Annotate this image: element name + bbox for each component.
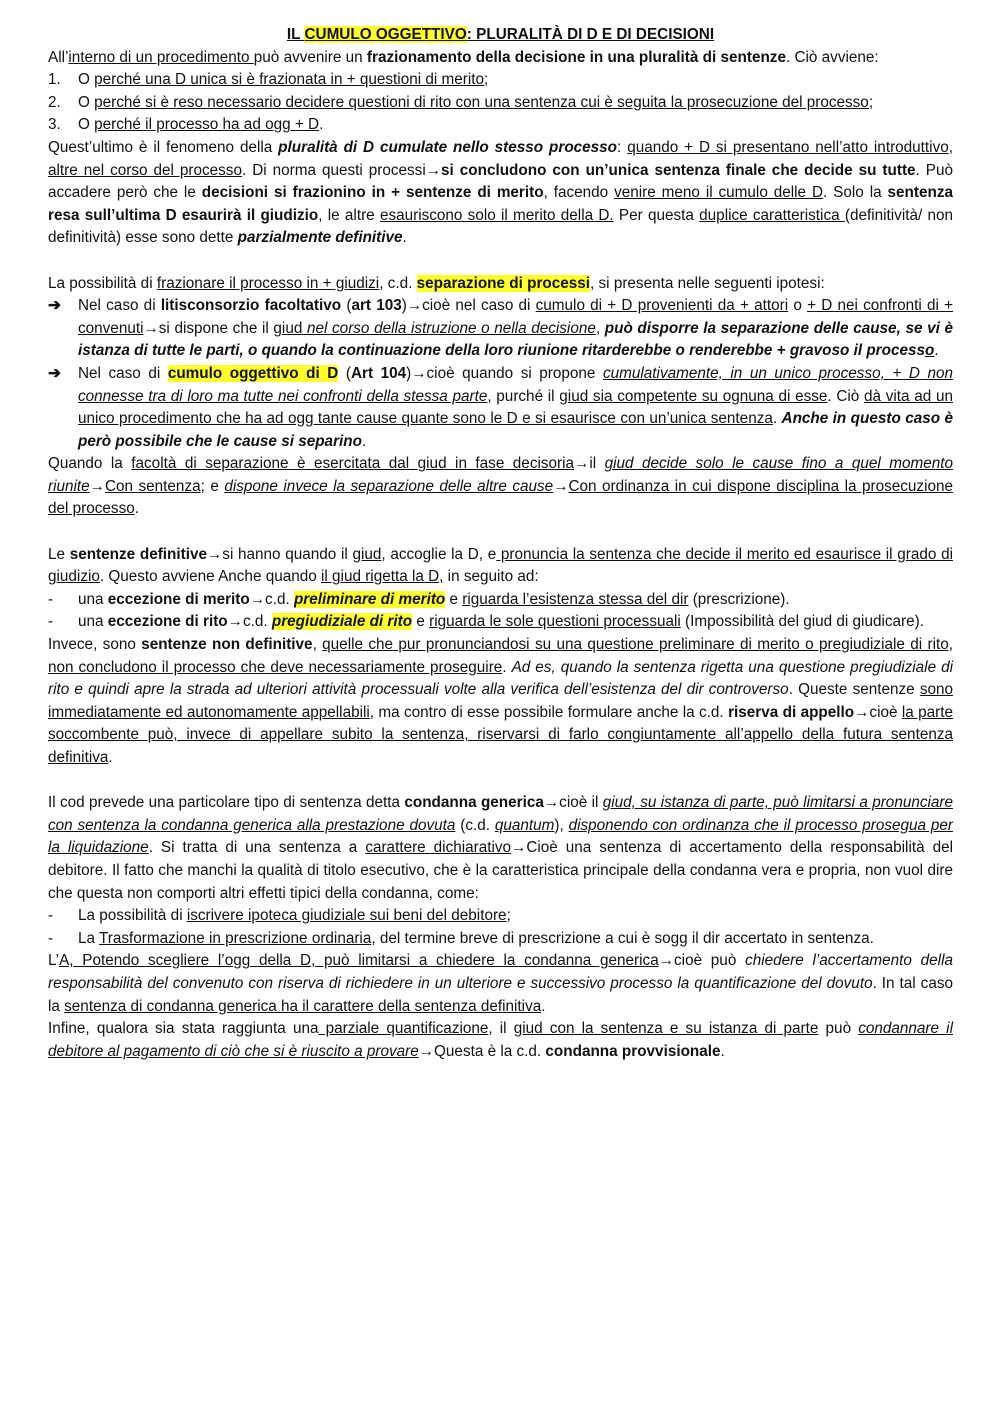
text: O bbox=[78, 71, 95, 89]
text: condanna generica bbox=[404, 794, 544, 812]
text: Nel caso di bbox=[78, 297, 161, 315]
text: . bbox=[319, 116, 324, 134]
paragraph-intro bbox=[48, 47, 953, 70]
text: la parte soccombente può, invece di appellare subito la sentenza, riservarsi di farlo congiuntamente all’appello della futura sentenza definitiva bbox=[48, 703, 953, 766]
text: si concludono con un’unica sentenza finale che decide su tutte bbox=[441, 161, 916, 179]
page-title bbox=[48, 24, 953, 47]
text: pronuncia la sentenza che decide il merito ed esaurisce il grado di giudizio bbox=[48, 545, 953, 586]
text: ; bbox=[484, 71, 489, 89]
text: →cioè può bbox=[658, 952, 746, 970]
text: →Cioè una sentenza di accertamento della responsabilità del debitore. Il fatto che manchi la qualità di titolo esecutivo, che è la caratteristica principale della condanna vera e propria, non vuol dire che questa non comporti altri effetti tipici della condanna, come: bbox=[48, 839, 953, 902]
text: . bbox=[361, 432, 367, 450]
text: e bbox=[445, 590, 463, 608]
dash-item-prescrizione bbox=[48, 928, 953, 951]
text: parziale quantificazione bbox=[318, 1020, 489, 1038]
text: . Si tratta di una sentenza a bbox=[148, 839, 366, 857]
text: All’ bbox=[48, 48, 69, 66]
text: sono immediatamente ed autonomamente appellabili bbox=[48, 681, 953, 721]
text: il giud rigetta la D, bbox=[321, 568, 444, 586]
text: , ma contro di esse possibile formulare anche la c.d. bbox=[369, 703, 729, 721]
text: disponendo con ordinanza che il processo prosegua per la liquidazione bbox=[48, 816, 953, 857]
dash-item-rito bbox=[48, 611, 953, 634]
text: o bbox=[925, 342, 935, 360]
text: Quando la bbox=[48, 455, 132, 473]
text: →si hanno quando il bbox=[207, 545, 353, 563]
text: esauriscono solo il merito della D. bbox=[379, 206, 614, 224]
text: . bbox=[541, 997, 546, 1015]
text: perché una D unica si è frazionata in + questioni di merito bbox=[94, 71, 485, 89]
text: una bbox=[78, 613, 108, 631]
text: Invece, sono bbox=[48, 636, 142, 654]
text: duplice caratteristica bbox=[699, 206, 845, 224]
text: iscrivere ipoteca giudiziale sui beni del debitore bbox=[186, 907, 507, 925]
text: )→cioè quando si propone bbox=[406, 364, 603, 382]
dash-item-ipoteca bbox=[48, 905, 953, 928]
text: →cioè il bbox=[543, 794, 603, 812]
list-number: 3. bbox=[48, 116, 61, 134]
text: . Ciò avviene: bbox=[785, 48, 879, 66]
text: dispone invece la separazione delle altre cause bbox=[224, 477, 554, 495]
text: Nel caso di bbox=[78, 364, 168, 382]
text: Anche in questo caso è però possibile che le cause si separino bbox=[78, 410, 953, 450]
text: sentenze non definitive bbox=[141, 636, 313, 654]
text: . Questo avviene Anche quando bbox=[99, 568, 321, 586]
text: può disporre la separazione delle cause, se vi è istanza di tutte le parti, o quando la continuazione della loro riunione ritarderebbe o renderebbe + gravoso il process bbox=[78, 319, 953, 360]
text: quantum bbox=[494, 816, 555, 834]
paragraph-attore bbox=[48, 950, 953, 1018]
text: . bbox=[402, 229, 407, 247]
text: (definitività/ non definitività) esse sono dette bbox=[48, 206, 954, 247]
text: riserva di appello bbox=[728, 703, 855, 721]
text: Ad es, quando la sentenza rigetta una questione pregiudiziale di rito e quindi apre la strada ad ulteriori attività processuali volte alla verifica dell’esistenza del dir controverso bbox=[48, 658, 953, 699]
text: (prescrizione). bbox=[688, 590, 790, 608]
text: interno di un procedimento bbox=[68, 48, 254, 66]
text: . bbox=[502, 658, 512, 676]
text: chiedere l’accertamento della responsabilità del convenuto con riserva di richiedere in un ulteriore e successivo processo la quantificazione del dovuto bbox=[48, 952, 953, 992]
text: →c.d. bbox=[249, 590, 294, 608]
text: parzialmente definitive bbox=[237, 229, 403, 247]
text: ; e bbox=[200, 477, 225, 495]
paragraph-non-definitive bbox=[48, 634, 953, 770]
text: O bbox=[78, 116, 95, 134]
text: L’ bbox=[48, 952, 60, 970]
text: condannare il debitore al pagamento di ciò che si è riuscito a provare bbox=[48, 1020, 953, 1060]
text: →il bbox=[574, 455, 605, 473]
arrow-bullet-icon: ➔ bbox=[48, 364, 61, 382]
text: o bbox=[788, 297, 808, 315]
text: art 103 bbox=[351, 297, 402, 315]
text: . Solo la bbox=[823, 184, 888, 202]
paragraph-spacer bbox=[48, 521, 953, 544]
text: →Questa è la c.d. bbox=[418, 1042, 546, 1060]
paragraph-facolta bbox=[48, 453, 953, 521]
text: → bbox=[89, 477, 105, 495]
text: giud bbox=[273, 319, 307, 337]
text: . Ciò bbox=[827, 387, 865, 405]
text: . bbox=[108, 749, 113, 766]
text: , il bbox=[488, 1020, 514, 1038]
text: riguarda le sole questioni processuali bbox=[429, 613, 681, 631]
text: può avvenire un bbox=[253, 48, 367, 66]
text: →si dispone che il bbox=[143, 319, 274, 337]
text: ), bbox=[554, 816, 569, 834]
text: venire meno il cumulo delle D bbox=[614, 184, 824, 202]
highlight-text: pregiudiziale di rito bbox=[271, 613, 413, 631]
text: una bbox=[78, 590, 108, 608]
text: , bbox=[312, 636, 323, 654]
text: Trasformazione in prescrizione ordinaria bbox=[99, 929, 372, 947]
text: + D nei confronti di + convenuti bbox=[78, 297, 954, 337]
text: perché il processo ha ad ogg + D bbox=[94, 116, 320, 134]
text: → bbox=[553, 477, 569, 495]
title-suffix: : PLURALITÀ DI D E DI DECISIONI bbox=[466, 26, 715, 43]
list-number: 1. bbox=[48, 71, 61, 89]
highlight-text: preliminare di merito bbox=[293, 590, 446, 608]
text: ; bbox=[868, 93, 874, 111]
text: )→cioè nel caso di bbox=[401, 297, 536, 315]
text: e bbox=[412, 613, 430, 631]
text: (c.d. bbox=[455, 816, 495, 834]
text: →c.d. bbox=[227, 613, 272, 631]
arrow-bullet-icon: ➔ bbox=[48, 297, 61, 315]
text: La bbox=[78, 929, 99, 947]
text: eccezione di merito bbox=[107, 590, 250, 608]
text: . bbox=[134, 500, 139, 518]
text: riguarda l’esistenza stessa del dir bbox=[462, 590, 689, 608]
text: Le bbox=[48, 545, 70, 563]
text: Infine, qualora sia stata raggiunta una bbox=[48, 1020, 319, 1038]
text: giud, su istanza di parte, può limitarsi a pronunciare con sentenza la condanna generica alla prestazione dovuta bbox=[48, 794, 953, 834]
text: cumulativamente, in un unico processo, + D non connesse tra di loro ma tutte nei confronti della stessa parte bbox=[78, 364, 953, 405]
text: Il cod prevede una particolare tipo di sentenza detta bbox=[48, 794, 405, 812]
list-item bbox=[48, 69, 953, 92]
text: . Può accadere però che le bbox=[48, 161, 953, 202]
text: frazionare il processo in + giudizi bbox=[156, 274, 380, 292]
text: , si presenta nelle seguenti ipotesi: bbox=[590, 274, 825, 292]
text: Con sentenza bbox=[104, 477, 201, 495]
text: →cioè bbox=[854, 703, 902, 721]
text: , c.d. bbox=[379, 274, 417, 292]
paragraph-pluralita bbox=[48, 137, 953, 250]
text: . bbox=[720, 1042, 725, 1060]
text: Quest’ultimo è il fenomeno della bbox=[48, 138, 279, 156]
text: La possibilità di bbox=[78, 907, 187, 925]
text: quelle che pur pronunciandosi su una questione preliminare di merito o pregiudiziale di rito, non concludono il processo che deve necessariamente proseguire bbox=[48, 636, 954, 676]
text: pluralità di D cumulate nello stesso processo bbox=[278, 138, 618, 156]
text: può bbox=[818, 1020, 859, 1038]
dash-bullet: - bbox=[48, 929, 54, 947]
text: . Di norma questi processi→ bbox=[241, 161, 442, 179]
text: cumulo di + D provenienti da + attori bbox=[535, 297, 789, 315]
arrow-item-litisconsorzio bbox=[48, 295, 953, 363]
text: condanna provvisionale bbox=[545, 1042, 721, 1060]
text: La possibilità di bbox=[48, 274, 157, 292]
text: . Queste sentenze bbox=[788, 681, 920, 699]
text: decisioni si frazionino in + sentenze di merito bbox=[201, 184, 544, 202]
text: facoltà di separazione è esercitata dal giud in fase decisoria bbox=[131, 455, 575, 473]
title-highlight: CUMULO OGGETTIVO bbox=[304, 26, 467, 43]
text: perché si è reso necessario decidere questioni di rito con una sentenza cui è seguita la prosecuzione del processo bbox=[94, 93, 869, 111]
text: sentenza di condanna generica ha il carattere della sentenza definitiva bbox=[64, 997, 542, 1015]
document-page bbox=[48, 24, 953, 1063]
text: in seguito ad: bbox=[443, 568, 539, 586]
text: quando + D si presentano nell’atto introduttivo, altre nel corso del processo bbox=[48, 138, 953, 179]
text: . bbox=[934, 342, 939, 360]
text: eccezione di rito bbox=[107, 613, 228, 631]
text: sentenze definitive bbox=[69, 545, 207, 563]
dash-bullet: - bbox=[48, 590, 54, 608]
text: , del termine breve di prescrizione a cui è sogg il dir accertato in sentenza. bbox=[371, 929, 874, 947]
paragraph-provvisionale bbox=[48, 1018, 953, 1063]
text: giud bbox=[352, 545, 382, 563]
highlight-text: separazione di processi bbox=[416, 274, 591, 292]
text: giud con la sentenza e su istanza di parte bbox=[513, 1020, 819, 1038]
text: sentenza resa sull’ultima D esaurirà il giudizio bbox=[48, 184, 953, 224]
text: : bbox=[617, 138, 628, 156]
paragraph-condanna-generica bbox=[48, 792, 953, 905]
text: carattere dichiarativo bbox=[365, 839, 512, 857]
text: Art 104 bbox=[350, 364, 407, 382]
title-prefix: IL bbox=[286, 26, 305, 43]
text: . In tal caso la bbox=[48, 974, 953, 1015]
text: Per questa bbox=[613, 206, 700, 224]
list-number: 2. bbox=[48, 93, 61, 111]
text: Con ordinanza in cui dispone disciplina la prosecuzione del processo bbox=[48, 477, 953, 518]
text: A, Potendo scegliere l’ogg della D, può limitarsi a chiedere la condanna generica bbox=[59, 952, 659, 970]
text: ( bbox=[338, 364, 351, 382]
dash-bullet: - bbox=[48, 613, 54, 631]
dash-bullet: - bbox=[48, 907, 54, 925]
paragraph-spacer bbox=[48, 250, 953, 273]
text: giud sia competente su ognuna di esse bbox=[559, 387, 828, 405]
text: frazionamento della decisione in una pluralità di sentenze bbox=[366, 48, 786, 66]
paragraph-sentenze-definitive bbox=[48, 544, 953, 589]
paragraph-separazione bbox=[48, 273, 953, 296]
dash-item-merito bbox=[48, 589, 953, 612]
text: , facendo bbox=[543, 184, 615, 202]
text: ( bbox=[341, 297, 352, 315]
text: O bbox=[78, 93, 95, 111]
arrow-item-cumulo bbox=[48, 363, 953, 453]
paragraph-spacer bbox=[48, 770, 953, 793]
text: , purché il bbox=[487, 387, 560, 405]
text: , le altre bbox=[318, 206, 380, 224]
text: giud decide solo le cause fino a quel momento riunite bbox=[48, 455, 954, 495]
text: (Impossibilità del giud di giudicare). bbox=[680, 613, 924, 631]
text: ; bbox=[506, 907, 511, 925]
list-item bbox=[48, 92, 953, 115]
highlight-text: cumulo oggettivo di D bbox=[167, 364, 339, 382]
text: , accoglie la D, e bbox=[381, 545, 497, 563]
text: , bbox=[595, 319, 605, 337]
text: litisconsorzio facoltativo bbox=[160, 297, 342, 315]
list-item bbox=[48, 114, 953, 137]
text: nel corso della istruzione o nella decisione bbox=[306, 319, 596, 337]
text: dà vita ad un unico procedimento che ha ad ogg tante cause quante sono le D e si esaurisce con un’unica sentenza bbox=[78, 387, 953, 428]
text: . bbox=[772, 410, 782, 428]
